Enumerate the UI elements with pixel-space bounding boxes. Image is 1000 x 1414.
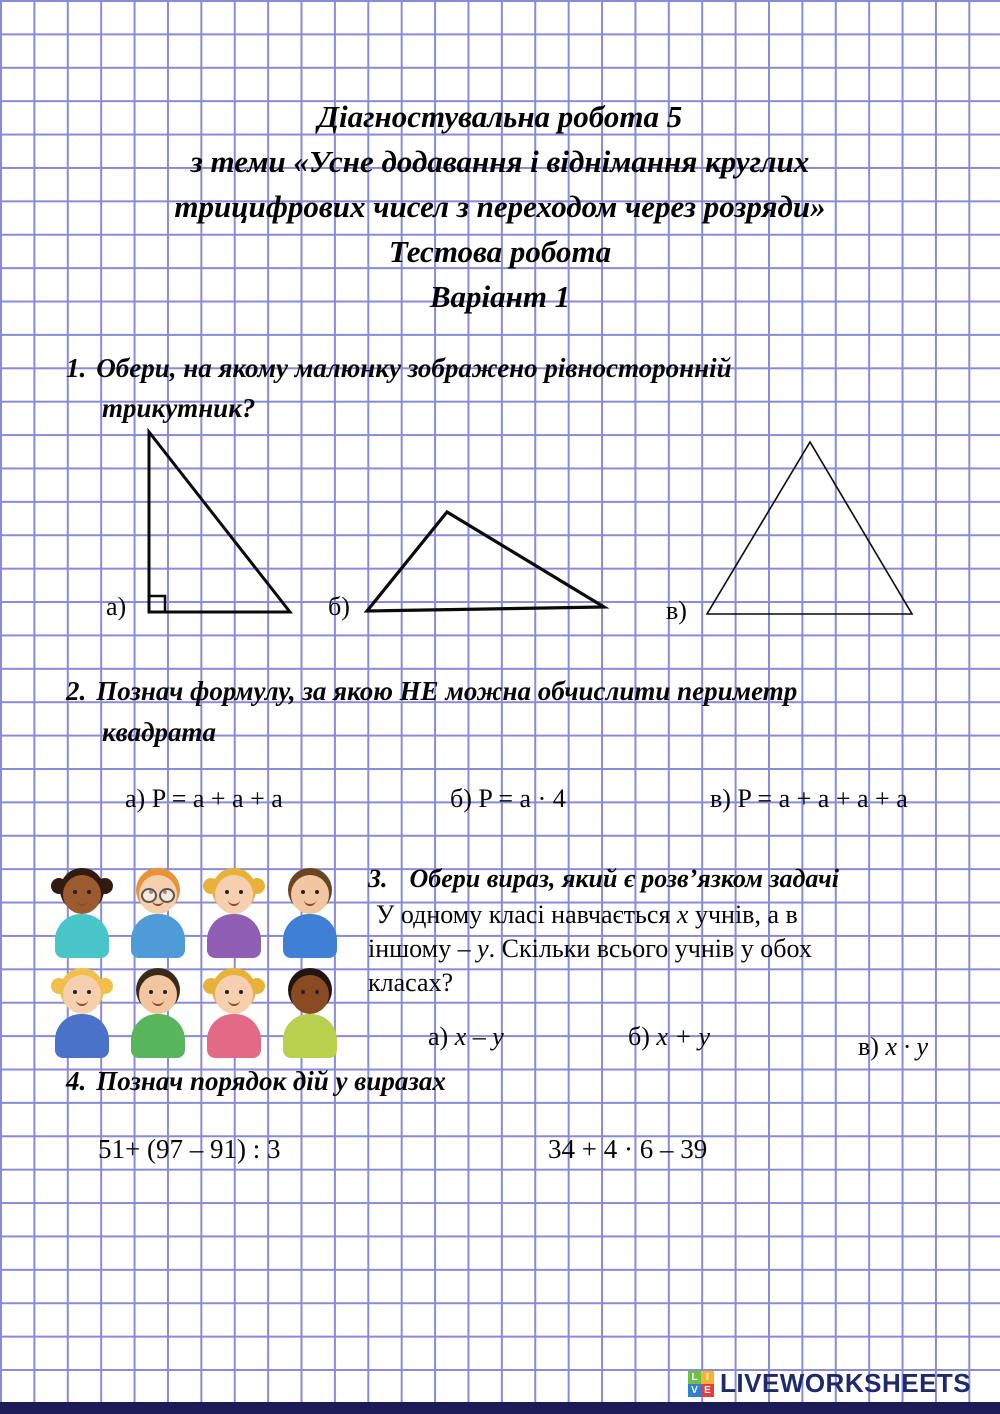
q2-option-v[interactable]: в) P = a + a + a + a <box>710 784 908 813</box>
q3-option-v-expression: x · y <box>885 1032 929 1061</box>
kid-avatar-icon <box>198 860 270 958</box>
q2-option-a[interactable]: а) P = a + a + a <box>125 784 283 813</box>
q2-option-b[interactable]: б) P = a · 4 <box>450 784 566 813</box>
question-1-heading <box>66 353 732 384</box>
triangle-option-v-figure[interactable] <box>700 436 918 620</box>
kid-avatar-icon <box>274 960 346 1058</box>
q4-expression-2[interactable]: 34 + 4 · 6 – 39 <box>548 1134 708 1164</box>
question-2-text: Познач формулу, за якою НЕ можна обчислити периметр <box>96 676 798 706</box>
right-triangle-shape <box>149 432 290 612</box>
question-1-text: Обери, на якому малюнку зображено рівносторонній <box>96 353 732 383</box>
q3-body-line1-post: учнів, а в <box>688 900 798 929</box>
liveworksheets-logo[interactable] <box>688 1368 971 1399</box>
q3-option-v[interactable] <box>858 1032 928 1062</box>
question-2-heading <box>66 676 797 707</box>
q3-body-line2 <box>368 934 812 964</box>
equilateral-triangle-shape <box>707 442 912 614</box>
triangle-label-a: а) <box>106 592 127 621</box>
right-angle-marker <box>149 596 165 612</box>
title-line-3: трицифрових чисел з переходом через розряди» <box>174 189 826 224</box>
bottom-border-strip <box>0 1402 1000 1414</box>
kid-avatar-icon <box>274 860 346 958</box>
question-3-heading <box>368 864 839 894</box>
question-3-text: Обери вираз, який є розв’язком задачі <box>409 864 839 893</box>
q3-option-a[interactable] <box>428 1022 504 1052</box>
logo-square-i: I <box>701 1371 714 1384</box>
kid-avatar-icon <box>122 960 194 1058</box>
q3-option-v-label: в) <box>858 1032 886 1061</box>
q3-option-b[interactable] <box>628 1022 710 1052</box>
question-1-number: 1. <box>66 353 87 383</box>
question-4-heading <box>66 1066 446 1097</box>
question-2-text-line2: квадрата <box>102 717 216 747</box>
q3-option-b-expression: x + y <box>656 1022 711 1051</box>
question-4-text: Познач порядок дій у виразах <box>96 1066 446 1096</box>
triangle-label-v: в) <box>666 596 687 625</box>
logo-square-l: L <box>688 1371 701 1384</box>
worksheet-title <box>0 94 1000 319</box>
triangle-option-b-figure[interactable] <box>360 504 612 618</box>
q3-option-a-label: а) <box>428 1022 455 1051</box>
kid-avatar-icon <box>46 860 118 958</box>
kid-avatar-icon <box>46 960 118 1058</box>
question-3-number: 3. <box>368 864 388 893</box>
title-line-2: з теми «Усне додавання і віднімання круглих <box>190 144 810 179</box>
question-4-number: 4. <box>66 1066 87 1096</box>
q3-body-line2-pre: іншому – <box>368 934 478 963</box>
children-illustration <box>46 860 348 1060</box>
q3-body-line3: класах? <box>368 968 454 997</box>
kid-avatar-icon <box>198 960 270 1058</box>
kid-avatar-icon <box>122 860 194 958</box>
q4-expression-1[interactable]: 51+ (97 – 91) : 3 <box>98 1134 281 1164</box>
q3-option-b-label: б) <box>628 1022 657 1051</box>
q3-body-line1-pre: У одному класі навчається <box>376 900 677 929</box>
liveworksheets-wordmark: LIVEWORKSHEETS <box>720 1368 972 1398</box>
q3-body-line1 <box>376 900 798 930</box>
liveworksheets-icon <box>688 1371 714 1397</box>
q3-body-line2-post: . Скільки всього учнів у обох <box>488 934 812 963</box>
triangle-option-a-figure[interactable] <box>140 424 300 620</box>
logo-square-v: V <box>688 1384 701 1397</box>
title-line-1: Діагностувальна робота 5 <box>317 99 683 134</box>
logo-square-e: E <box>701 1384 714 1397</box>
q3-option-a-expression: x – y <box>454 1022 504 1051</box>
title-line-5: Варіант 1 <box>429 279 571 314</box>
question-2-number: 2. <box>66 676 87 706</box>
q3-variable-y: y <box>477 934 489 963</box>
question-1-text-line2: трикутник? <box>102 393 256 423</box>
title-line-4: Тестова робота <box>388 234 612 269</box>
scalene-triangle-shape <box>367 512 604 611</box>
q3-variable-x: x <box>676 900 689 929</box>
triangle-label-b: б) <box>328 592 350 621</box>
